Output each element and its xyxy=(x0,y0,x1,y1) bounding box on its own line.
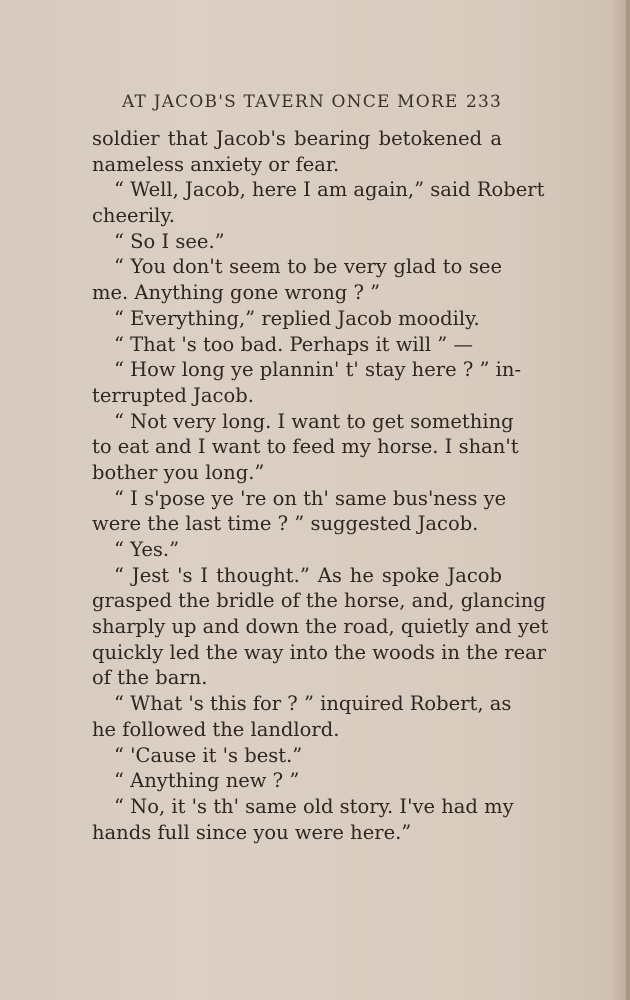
text-line: “ Not very long. I want to get something xyxy=(114,409,514,433)
text-line: me. Anything gone wrong ? ” xyxy=(92,281,381,305)
text-line: “ That 's too bad. Perhaps it will ” — xyxy=(114,332,473,356)
text-line: of the barn. xyxy=(92,666,208,690)
text-line: hands full since you were here.” xyxy=(92,820,412,844)
text-line: “ You don't seem to be very glad to see xyxy=(114,255,502,279)
text-line: “ Well, Jacob, here I am again,” said Robert xyxy=(114,178,545,202)
text-line: “ What 's this for ? ” inquired Robert, as xyxy=(114,692,512,716)
text-line: sharply up and down the road, quietly and yet xyxy=(92,615,549,639)
text-line: quickly led the way into the woods in the rear xyxy=(92,640,547,664)
text-line: nameless anxiety or fear. xyxy=(92,152,340,176)
text-line: “ No, it 's th' same old story. I've had my xyxy=(114,794,514,818)
text-line: soldier that Jacob's bearing betokened a xyxy=(92,127,502,150)
text-line: “ Yes.” xyxy=(114,538,180,561)
text-line: were the last time ? ” suggested Jacob. xyxy=(92,512,479,536)
text-line: grasped the bridle of the horse, and, glancing xyxy=(92,589,546,613)
text-line: “ I s'pose ye 're on th' same bus'ness ye xyxy=(114,486,507,510)
body-text xyxy=(92,126,549,845)
running-title: AT JACOB'S TAVERN ONCE MORE xyxy=(122,92,459,112)
text-line: bother you long.” xyxy=(92,460,265,484)
text-line: cheerily. xyxy=(92,204,175,228)
text-line: “ So I see.” xyxy=(114,229,225,253)
text-line: “ Jest 's I thought.” As he spoke Jacob xyxy=(114,563,502,587)
text-line: he followed the landlord. xyxy=(92,717,340,741)
page-edge xyxy=(626,0,630,1000)
page-number: 233 xyxy=(465,92,502,112)
text-line: “ 'Cause it 's best.” xyxy=(114,743,303,767)
text-line: terrupted Jacob. xyxy=(92,383,254,407)
text-line: “ Anything new ? ” xyxy=(114,769,300,793)
text-line: “ How long ye plannin' t' stay here ? ” in- xyxy=(114,358,522,382)
text-line: “ Everything,” replied Jacob moodily. xyxy=(114,306,480,330)
running-head xyxy=(122,90,502,118)
text-line: to eat and I want to feed my horse. I shan't xyxy=(92,435,519,459)
